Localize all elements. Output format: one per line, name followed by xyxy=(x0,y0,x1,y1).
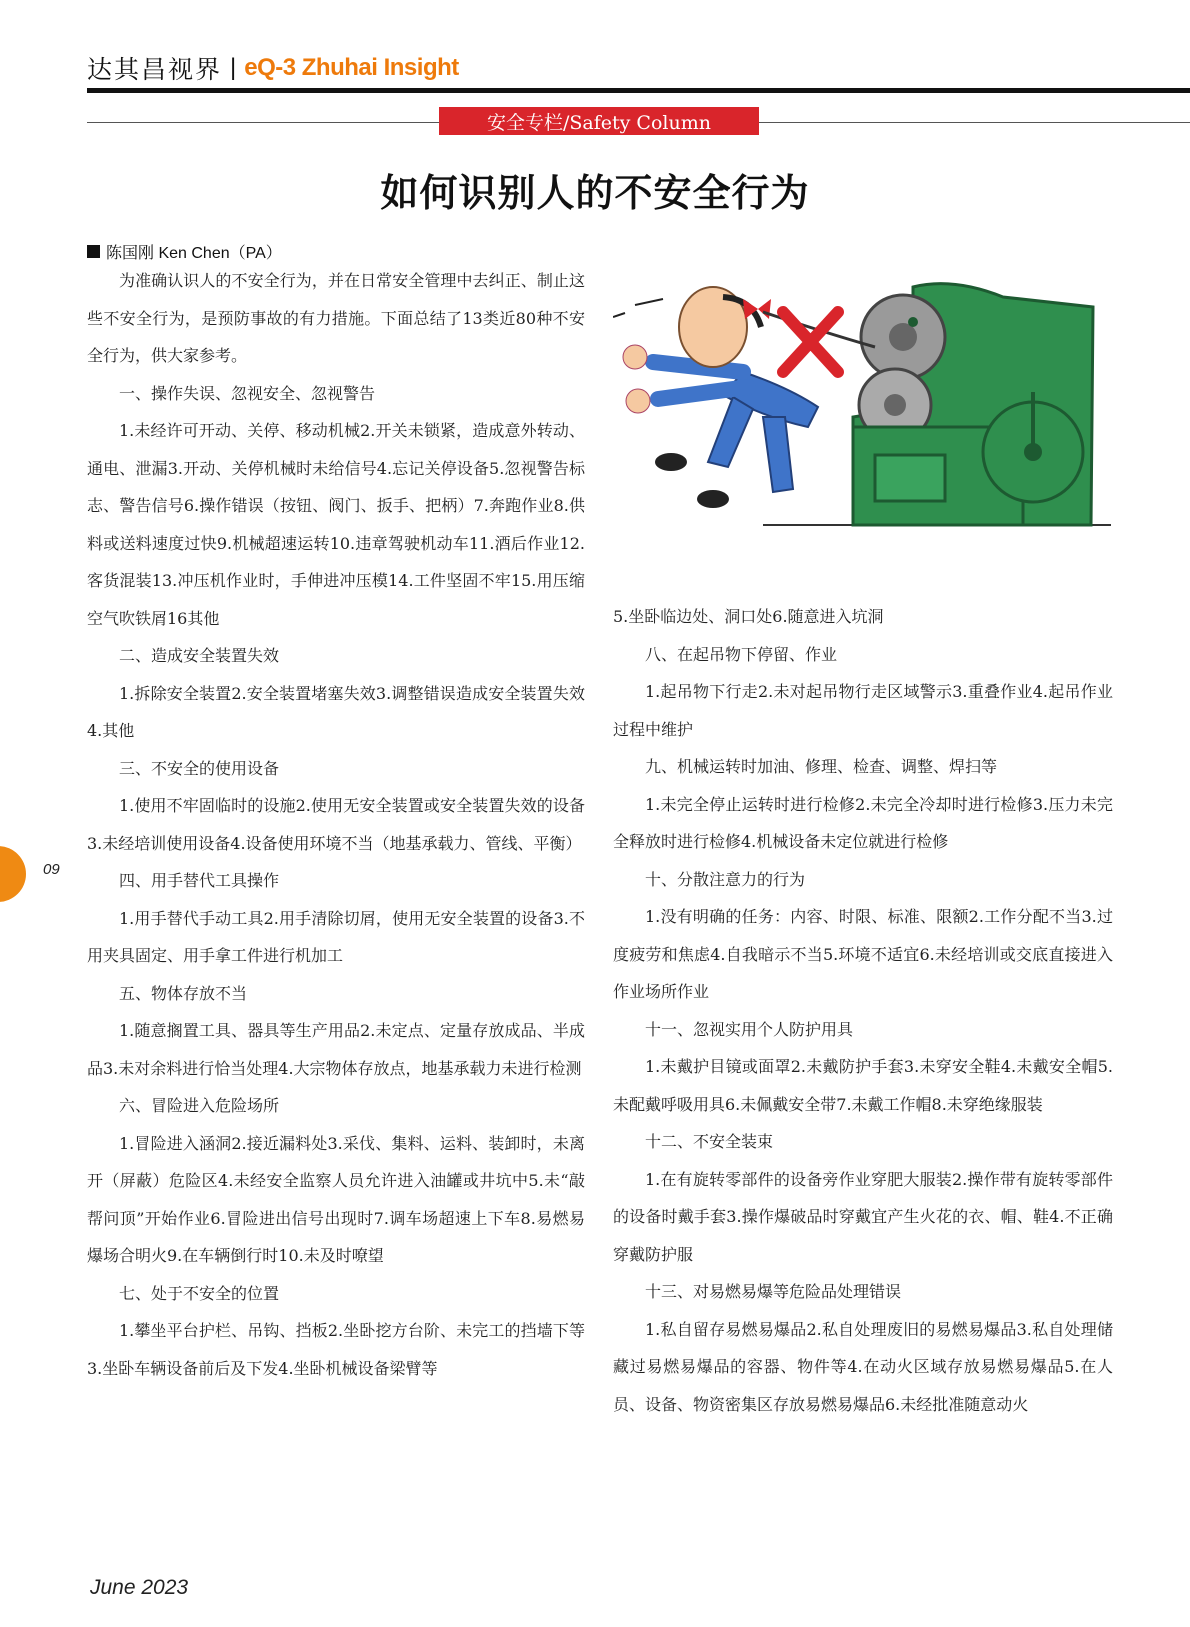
paragraph: 十一、忽视实用个人防护用具 xyxy=(645,1019,854,1039)
byline xyxy=(87,240,282,263)
header-separator: | xyxy=(230,54,237,81)
left-column xyxy=(87,262,585,1387)
paragraph: 七、处于不安全的位置 xyxy=(119,1283,280,1303)
paragraph: 九、机械运转时加油、修理、检查、调整、焊扫等 xyxy=(645,757,998,776)
paragraph: 1.未经许可开动、关停、移动机械2.开关未锁紧，造成意外转动、通电、泄漏3.开动、关停机械时未给信号4.忘记关停设备5.忽视警告标志、警告信号6.操作错误（按钮、阀门、扳手、把柄）7.奔跑作业8.供料或送料速度过快9.机械超速运转10.违章驾驶机动车11.酒后作业12.客货混装13.冲压机作业时，手伸进冲压模14.工件坚固不牢15.用压缩空气吹铁屑16其他 xyxy=(87,421,585,628)
paragraph: 五、物体存放不当 xyxy=(119,983,248,1003)
safety-illustration xyxy=(613,277,1113,539)
paragraph: 为准确认识人的不安全行为，并在日常安全管理中去纠正、制止这些不安全行为，是预防事故的有力措施。下面总结了13类近80种不安全行为，供大家参考。 xyxy=(87,271,585,365)
paragraph: 三、不安全的使用设备 xyxy=(119,758,280,778)
magazine-header xyxy=(87,48,459,88)
header-rule xyxy=(87,88,1190,93)
paragraph: 六、冒险进入危险场所 xyxy=(119,1096,280,1115)
paragraph: 1.未戴护目镜或面罩2.未戴防护手套3.未穿安全鞋4.未戴安全帽5.未配戴呼吸用具6.未佩戴安全带7.未戴工作帽8.未穿绝缘服装 xyxy=(613,1057,1113,1114)
paragraph: 十二、不安全装束 xyxy=(645,1132,774,1151)
paragraph: 1.用手替代手动工具2.用手清除切屑，使用无安全装置的设备3.不用夹具固定、用手拿工件进行机加工 xyxy=(87,908,585,965)
paragraph: 四、用手替代工具操作 xyxy=(119,871,280,890)
column-tag: 安全专栏/Safety Column xyxy=(439,107,759,135)
author-name: 陈国刚 Ken Chen（PA） xyxy=(106,245,282,262)
paragraph: 1.起吊物下行走2.未对起吊物行走区域警示3.重叠作业4.起吊作业过程中维护 xyxy=(613,682,1113,739)
paragraph: 十、分散注意力的行为 xyxy=(645,869,806,889)
paragraph: 八、在起吊物下停留、作业 xyxy=(645,644,838,664)
paragraph: 1.未完全停止运转时进行检修2.未完全冷却时进行检修3.压力未完全释放时进行检修4.机械设备未定位就进行检修 xyxy=(613,794,1113,851)
magazine-title-en: eQ-3 Zhuhai Insight xyxy=(244,54,459,81)
paragraph: 1.在有旋转零部件的设备旁作业穿肥大服装2.操作带有旋转零部件的设备时戴手套3.操作爆破品时穿戴宜产生火花的衣、帽、鞋4.不正确穿戴防护服 xyxy=(613,1169,1113,1264)
magazine-title-cn: 达其昌视界 xyxy=(87,55,223,84)
paragraph: 1.随意搁置工具、器具等生产用品2.未定点、定量存放成品、半成品3.未对余料进行恰当处理4.大宗物体存放点，地基承载力未进行检测 xyxy=(87,1021,585,1078)
paragraph: 1.拆除安全装置2.安全装置堵塞失效3.调整错误造成安全装置失效4.其他 xyxy=(87,683,585,740)
byline-square-icon xyxy=(87,245,100,258)
paragraph: 1.攀坐平台护栏、吊钩、挡板2.坐卧挖方台阶、未完工的挡墙下等3.坐卧车辆设备前后及下发4.坐卧机械设备梁臂等 xyxy=(87,1321,585,1378)
paragraph: 十三、对易燃易爆等危险品处理错误 xyxy=(645,1282,902,1301)
paragraph: 1.没有明确的任务：内容、时限、标准、限额2.工作分配不当3.过度疲劳和焦虑4.自我暗示不当5.环境不适宜6.未经培训或交底直接进入作业场所作业 xyxy=(613,907,1113,1001)
paragraph: 1.使用不牢固临时的设施2.使用无安全装置或安全装置失效的设备3.未经培训使用设备4.设备使用环境不当（地基承载力、管线、平衡） xyxy=(87,796,585,853)
paragraph: 二、造成安全装置失效 xyxy=(119,646,280,665)
paragraph: 1.冒险进入涵洞2.接近漏料处3.采伐、集料、运料、装卸时，未离开（屏蔽）危险区4.未经安全监察人员允许进入油罐或井坑中5.未“敲帮问顶”开始作业6.冒险进出信号出现时7.调车场超速上下车8.易燃易爆场合明火9.在车辆倒行时10.未及时嘹望 xyxy=(87,1133,585,1265)
article-title: 如何识别人的不安全行为 xyxy=(380,170,810,215)
issue-date: June 2023 xyxy=(90,1576,189,1599)
paragraph: 5.坐卧临边处、洞口处6.随意进入坑洞 xyxy=(613,607,884,626)
page-number: 09 xyxy=(43,861,60,878)
page-tab-marker xyxy=(0,846,26,902)
paragraph: 1.私自留存易燃易爆品2.私自处理废旧的易燃易爆品3.私自处理储藏过易燃易爆品的容器、物件等4.在动火区域存放易燃易爆品5.在人员、设备、物资密集区存放易燃易爆品6.未经批准随意动火 xyxy=(613,1319,1113,1414)
paragraph: 一、操作失误、忽视安全、忽视警告 xyxy=(119,383,376,403)
right-column xyxy=(613,598,1113,1423)
